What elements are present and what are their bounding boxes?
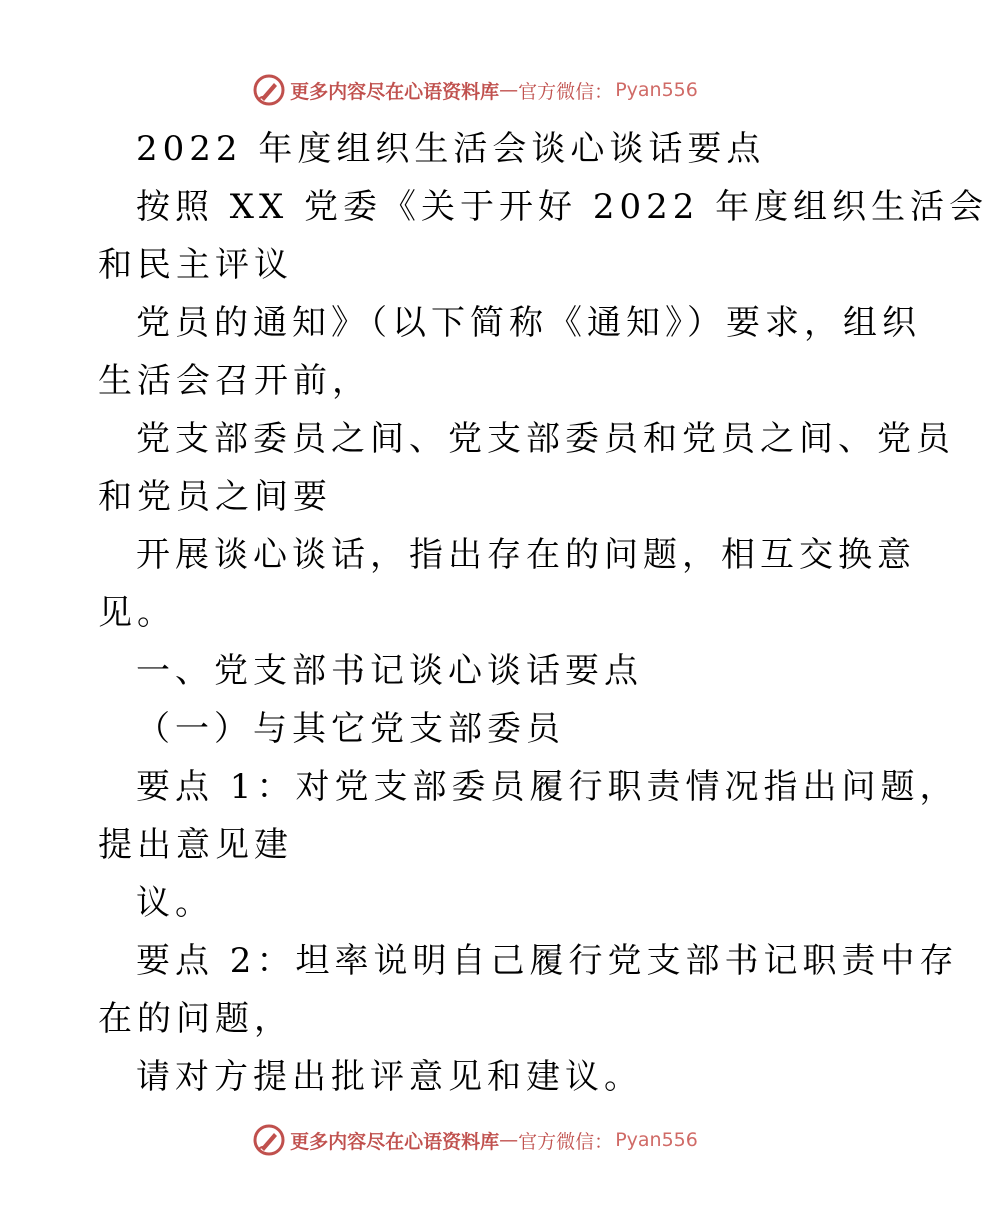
document-line: 按照 XX 党委《关于开好 2022 年度组织生活会 <box>136 187 988 227</box>
document-line: 提出意见建 <box>98 825 293 865</box>
document-line: 和民主评议 <box>98 245 293 285</box>
pen-circle-logo-icon <box>252 73 286 107</box>
header-watermark <box>0 70 950 110</box>
watermark-wechat-id: Pyan556 <box>615 1129 698 1151</box>
pen-circle-logo-icon <box>252 1123 286 1157</box>
document-line: 议。 <box>136 883 214 923</box>
document-body <box>98 120 988 1106</box>
document-line: 一、党支部书记谈心谈话要点 <box>136 651 643 691</box>
watermark-dash: — <box>499 79 519 101</box>
document-line: 2022 年度组织生活会谈心谈话要点 <box>136 129 766 169</box>
watermark-dash: — <box>499 1129 519 1151</box>
watermark-sub-text: 官方微信： <box>518 1130 614 1153</box>
document-line: 要点 1：对党支部委员履行职责情况指出问题， <box>136 767 959 807</box>
document-line: （一）与其它党支部委员 <box>136 709 565 749</box>
document-line: 要点 2：坦率说明自己履行党支部书记职责中存 <box>136 941 959 981</box>
document-line: 见。 <box>98 593 176 633</box>
footer-watermark <box>0 1120 950 1160</box>
document-line: 生活会召开前， <box>98 361 371 401</box>
document-line: 党员的通知》（以下简称《通知》）要求，组织 <box>136 303 921 343</box>
document-line: 党支部委员之间、党支部委员和党员之间、党员 <box>136 419 955 459</box>
watermark-main-text: 更多内容尽在心语资料库 <box>290 1130 500 1153</box>
watermark-sub-text: 官方微信： <box>518 80 614 103</box>
document-line: 请对方提出批评意见和建议。 <box>136 1057 643 1097</box>
document-line: 和党员之间要 <box>98 477 332 517</box>
document-line: 开展谈心谈话，指出存在的问题，相互交换意 <box>136 535 916 575</box>
watermark-main-text: 更多内容尽在心语资料库 <box>290 80 500 103</box>
watermark-wechat-id: Pyan556 <box>615 79 698 101</box>
document-line: 在的问题， <box>98 999 293 1039</box>
